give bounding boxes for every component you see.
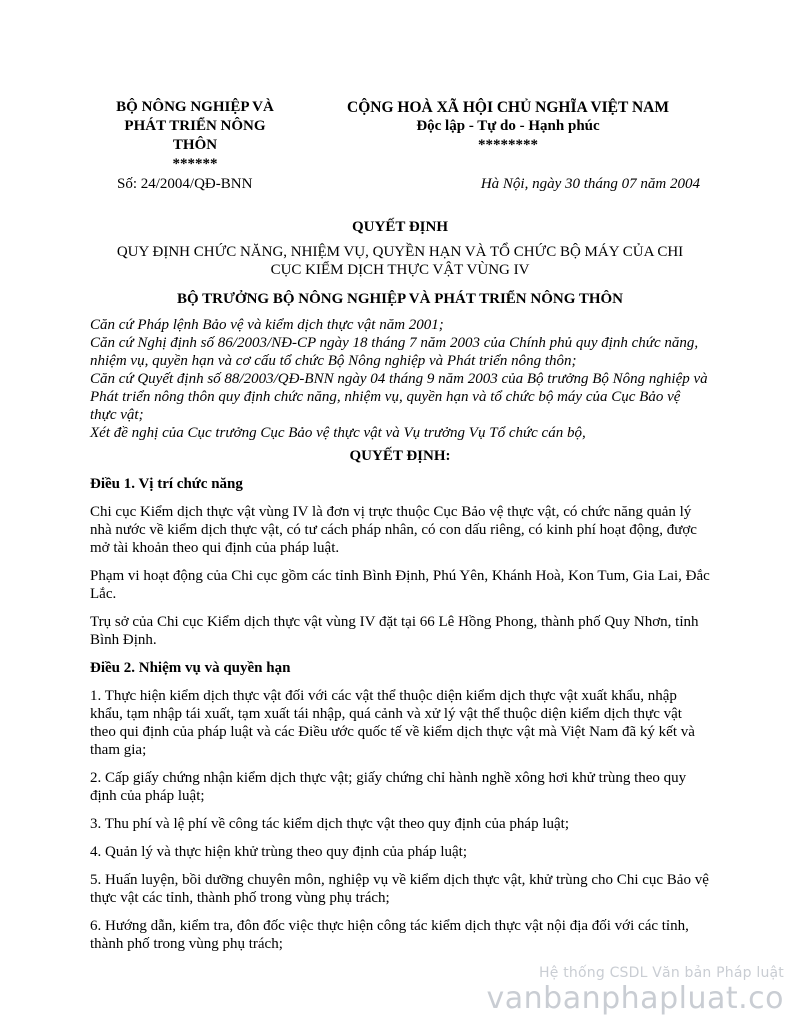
watermark-line2: vanbanphapluat.co <box>486 981 784 1016</box>
article2-item: 4. Quản lý và thực hiện khử trùng theo quy định của pháp luật; <box>90 844 468 860</box>
nation-title: CỘNG HOÀ XÃ HỘI CHỦ NGHĨA VIỆT NAM <box>347 99 669 116</box>
document-page <box>90 0 710 1035</box>
decision-subtitle <box>90 243 710 279</box>
agency-name-line1: BỘ NÔNG NGHIỆP VÀ <box>116 99 274 115</box>
agency-stars: ****** <box>172 156 218 172</box>
watermark-line1: Hệ thống CSDL Văn bản Pháp luật <box>539 965 784 981</box>
article2-item: 5. Huấn luyện, bồi dưỡng chuyên môn, nghiệp vụ về kiểm dịch thực vật, khử trùng cho Chi cục Bảo vệ thực vật các tỉnh, thành phố trong vùng phụ trách; <box>90 872 709 906</box>
article1-paragraph: Chi cục Kiểm dịch thực vật vùng IV là đơn vị trực thuộc Cục Bảo vệ thực vật, có chức năng quản lý nhà nước về kiểm dịch thực vật, có tư cách pháp nhân, có con dấu riêng, có kinh phí hoạt động, được mở tài khoản theo qui định của pháp luật. <box>90 504 697 556</box>
article1-heading: Điều 1. Vị trí chức năng <box>90 476 243 492</box>
basis-item: Căn cứ Nghị định số 86/2003/NĐ-CP ngày 18 tháng 7 năm 2003 của Chính phủ quy định chức năng, nhiệm vụ, quyền hạn và cơ cấu tổ chức Bộ Nông nghiệp và Phát triển nông thôn; <box>90 335 699 369</box>
subtitle-line2: CỤC KIỂM DỊCH THỰC VẬT VÙNG IV <box>270 262 530 278</box>
watermark <box>487 965 784 1016</box>
motto: Độc lập - Tự do - Hạnh phúc <box>416 118 600 134</box>
minister-title: BỘ TRƯỞNG BỘ NÔNG NGHIỆP VÀ PHÁT TRIỂN NÔNG THÔN <box>176 291 624 307</box>
article2-item: 6. Hướng dẫn, kiểm tra, đôn đốc việc thực hiện công tác kiểm dịch thực vật nội địa đối với các tỉnh, thành phố trong vùng phụ trách; <box>90 918 689 952</box>
basis-item: Căn cứ Pháp lệnh Bảo vệ và kiểm dịch thực vật năm 2001; <box>90 317 444 333</box>
document-body <box>90 218 710 963</box>
document-date: Hà Nội, ngày 30 tháng 07 năm 2004 <box>480 176 700 192</box>
basis-item: Căn cứ Quyết định số 88/2003/QĐ-BNN ngày 04 tháng 9 năm 2003 của Bộ trưởng Bộ Nông nghiệp và Phát triển nông thôn quy định chức năng, nhiệm vụ, quyền hạn và tổ chức bộ máy của Cục Bảo vệ thực vật; <box>90 371 708 423</box>
article2-heading: Điều 2. Nhiệm vụ và quyền hạn <box>90 660 291 676</box>
article2-item: 3. Thu phí và lệ phí về công tác kiểm dịch thực vật theo quy định của pháp luật; <box>90 816 569 832</box>
article2-item: 1. Thực hiện kiểm dịch thực vật đối với các vật thể thuộc diện kiểm dịch thực vật xuất khẩu, nhập khẩu, tạm nhập tái xuất, tạm xuất tái nhập, quá cảnh và xử lý vật thể thuộc diện kiểm dịch thực vật theo qui định của pháp luật và các Điều ước quốc tế về kiểm dịch thực vật mà Việt Nam đã ký kết và tham gia; <box>90 688 695 758</box>
document-number: Số: 24/2004/QĐ-BNN <box>117 176 253 192</box>
legal-basis <box>90 316 710 442</box>
nation-header <box>320 98 696 155</box>
agency-name-line2: PHÁT TRIỂN NÔNG <box>124 118 266 134</box>
article2-item: 2. Cấp giấy chứng nhận kiểm dịch thực vật; giấy chứng chỉ hành nghề xông hơi khử trùng theo quy định của pháp luật; <box>90 770 687 804</box>
agency-header <box>90 98 300 174</box>
article1-paragraph: Trụ sở của Chi cục Kiểm dịch thực vật vùng IV đặt tại 66 Lê Hồng Phong, thành phố Quy Nhơn, tỉnh Bình Định. <box>90 614 699 648</box>
decision-title: QUYẾT ĐỊNH <box>352 219 448 235</box>
agency-name-line3: THÔN <box>172 137 218 153</box>
article1-paragraph: Phạm vi hoạt động của Chi cục gồm các tỉnh Bình Định, Phú Yên, Khánh Hoà, Kon Tum, Gia Lai, Đắc Lắc. <box>90 568 710 602</box>
basis-item: Xét đề nghị của Cục trưởng Cục Bảo vệ thực vật và Vụ trưởng Vụ Tổ chức cán bộ, <box>90 425 586 441</box>
subtitle-line1: QUY ĐỊNH CHỨC NĂNG, NHIỆM VỤ, QUYỀN HẠN VÀ TỔ CHỨC BỘ MÁY CỦA CHI <box>116 244 684 260</box>
decide-heading: QUYẾT ĐỊNH: <box>349 448 451 464</box>
motto-stars: ******** <box>478 137 538 153</box>
